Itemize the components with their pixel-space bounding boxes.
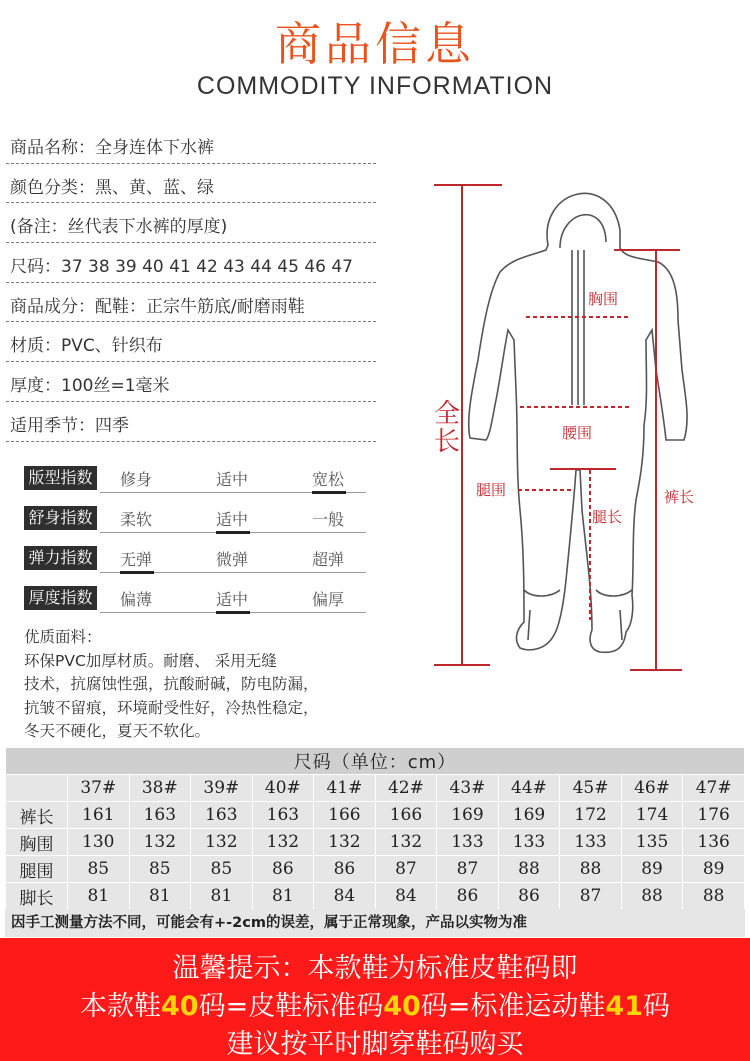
index-row <box>24 582 366 622</box>
size-header-cell: 38# <box>129 775 191 802</box>
size-value-cell: 88 <box>560 856 622 883</box>
size-value-cell: 81 <box>191 883 253 910</box>
info-material: 材质：PVC、针织布 <box>6 322 376 362</box>
size-value-cell: 86 <box>252 856 314 883</box>
index-selected-mark <box>216 611 250 614</box>
tip-banner <box>0 938 750 1061</box>
size-header-cell: 44# <box>498 775 560 802</box>
size-header-cell: 40# <box>252 775 314 802</box>
size-value-cell: 133 <box>498 829 560 856</box>
size-value-cell: 163 <box>129 802 191 829</box>
info-colors: 颜色分类：黑、黄、蓝、绿 <box>6 164 376 204</box>
index-row <box>24 502 366 542</box>
size-value-cell: 85 <box>68 856 130 883</box>
measurement-diagram <box>420 170 745 690</box>
size-value-cell: 85 <box>129 856 191 883</box>
tip-line-3: 建议按平时脚穿鞋码购买 <box>226 1029 524 1060</box>
size-value-cell: 81 <box>68 883 130 910</box>
size-value-cell: 86 <box>314 856 376 883</box>
size-header-cell: 39# <box>191 775 253 802</box>
size-header-cell: 42# <box>375 775 437 802</box>
full-length-label-1: 全 <box>434 399 461 429</box>
tip-line-1: 温馨提示：本款鞋为标准皮鞋码即 <box>172 953 578 984</box>
size-value-cell: 86 <box>498 883 560 910</box>
index-row <box>24 462 366 502</box>
product-info-list <box>6 124 376 442</box>
index-selected-mark <box>120 571 154 574</box>
pants-length-label: 裤长 <box>664 488 695 506</box>
index-table <box>24 462 366 622</box>
size-value-cell: 169 <box>437 802 499 829</box>
size-table-row <box>6 883 745 910</box>
size-value-cell: 136 <box>683 829 745 856</box>
info-note: (备注：丝代表下水裤的厚度) <box>6 203 376 243</box>
size-value-cell: 161 <box>68 802 130 829</box>
size-header-cell: 37# <box>68 775 130 802</box>
size-value-cell: 130 <box>68 829 130 856</box>
index-option: 柔软 <box>120 510 153 529</box>
index-option: 适中 <box>216 470 249 489</box>
size-row-label: 腿围 <box>6 856 68 883</box>
size-value-cell: 89 <box>683 856 745 883</box>
index-option: 无弹 <box>120 550 153 569</box>
info-composition: 商品成分：配鞋：正宗牛筋底/耐磨雨鞋 <box>6 283 376 323</box>
measurement-note: 因手工测量方法不同，可能会有+-2cm的误差，属于正常现象，产品以实物为准 <box>5 909 745 937</box>
index-label: 版型指数 <box>24 466 97 490</box>
info-thickness: 厚度：100丝=1毫米 <box>6 362 376 402</box>
thigh-label: 腿围 <box>476 481 507 499</box>
size-value-cell: 84 <box>314 883 376 910</box>
size-value-cell: 84 <box>375 883 437 910</box>
size-value-cell: 132 <box>191 829 253 856</box>
tip-text: 本款鞋 <box>80 991 161 1022</box>
tip-size-highlight: 41 <box>605 991 643 1022</box>
size-value-cell: 81 <box>252 883 314 910</box>
index-label: 舒身指数 <box>24 506 97 530</box>
fabric-line: 抗皱不留痕，环境耐受性好，冷热性稳定， <box>24 698 319 717</box>
fabric-title: 优质面料： <box>24 628 102 646</box>
size-value-cell: 88 <box>621 883 683 910</box>
size-value-cell: 87 <box>375 856 437 883</box>
index-label: 厚度指数 <box>24 586 97 610</box>
page-subtitle: COMMODITY INFORMATION <box>196 72 554 100</box>
size-value-cell: 88 <box>498 856 560 883</box>
size-value-cell: 132 <box>129 829 191 856</box>
info-sizes: 尺码：37 38 39 40 41 42 43 44 45 46 47 <box>6 243 376 283</box>
info-name: 商品名称：全身连体下水裤 <box>6 124 376 164</box>
leg-length-label: 腿长 <box>592 508 623 526</box>
tip-text: 码=标准运动鞋 <box>420 991 606 1022</box>
size-table-row <box>6 856 745 883</box>
index-row <box>24 542 366 582</box>
index-option: 适中 <box>216 590 249 609</box>
size-header-cell: 47# <box>683 775 745 802</box>
size-header-cell: 41# <box>314 775 376 802</box>
fabric-line: 冬天不硬化，夏天不软化。 <box>24 722 211 740</box>
tip-size-highlight: 40 <box>383 991 421 1022</box>
size-table-title: 尺码（单位：cm） <box>6 748 745 775</box>
size-value-cell: 132 <box>252 829 314 856</box>
index-option: 修身 <box>120 470 153 489</box>
size-value-cell: 166 <box>314 802 376 829</box>
wader-suit-illustration <box>469 193 687 652</box>
size-value-cell: 132 <box>314 829 376 856</box>
index-option: 适中 <box>216 510 249 529</box>
fabric-line: 技术，抗腐蚀性强，抗酸耐碱，防电防漏， <box>24 675 319 693</box>
index-option: 微弹 <box>216 550 249 569</box>
page-title: 商品信息 <box>275 17 475 71</box>
size-value-cell: 88 <box>683 883 745 910</box>
size-value-cell: 89 <box>621 856 683 883</box>
size-value-cell: 172 <box>560 802 622 829</box>
size-value-cell: 166 <box>375 802 437 829</box>
size-value-cell: 133 <box>437 829 499 856</box>
waist-label: 腰围 <box>562 424 593 442</box>
size-row-label: 脚长 <box>6 883 68 910</box>
fabric-description <box>24 626 369 744</box>
size-table-row <box>6 829 745 856</box>
fabric-line: 环保PVC加厚材质。耐磨、 采用无缝 <box>24 651 277 670</box>
size-value-cell: 133 <box>560 829 622 856</box>
size-table-corner <box>6 775 68 802</box>
info-season: 适用季节：四季 <box>6 402 376 442</box>
size-value-cell: 135 <box>621 829 683 856</box>
size-value-cell: 87 <box>560 883 622 910</box>
size-value-cell: 87 <box>437 856 499 883</box>
index-option: 偏薄 <box>120 590 153 609</box>
size-table <box>5 747 745 910</box>
tip-text: 码 <box>642 991 670 1022</box>
tip-size-highlight: 40 <box>161 991 199 1022</box>
size-value-cell: 86 <box>437 883 499 910</box>
tip-text: 码=皮鞋标准码 <box>198 991 384 1022</box>
index-label: 弹力指数 <box>24 546 97 570</box>
size-row-label: 裤长 <box>6 802 68 829</box>
index-selected-mark <box>312 491 346 494</box>
index-option: 宽松 <box>312 470 345 489</box>
size-header-cell: 45# <box>560 775 622 802</box>
chest-label: 胸围 <box>588 290 619 308</box>
size-value-cell: 169 <box>498 802 560 829</box>
size-value-cell: 174 <box>621 802 683 829</box>
index-selected-mark <box>216 531 250 534</box>
size-header-cell: 46# <box>621 775 683 802</box>
size-value-cell: 81 <box>129 883 191 910</box>
size-header-cell: 43# <box>437 775 499 802</box>
index-option: 超弹 <box>312 550 345 569</box>
size-value-cell: 163 <box>191 802 253 829</box>
size-value-cell: 132 <box>375 829 437 856</box>
size-value-cell: 163 <box>252 802 314 829</box>
full-length-label-2: 长 <box>434 427 461 457</box>
size-table-row <box>6 802 745 829</box>
size-value-cell: 176 <box>683 802 745 829</box>
size-row-label: 胸围 <box>6 829 68 856</box>
measure-lines <box>434 185 682 670</box>
index-option: 偏厚 <box>312 590 345 609</box>
tip-line-2 <box>0 984 750 1023</box>
index-option: 一般 <box>312 510 345 529</box>
size-value-cell: 85 <box>191 856 253 883</box>
